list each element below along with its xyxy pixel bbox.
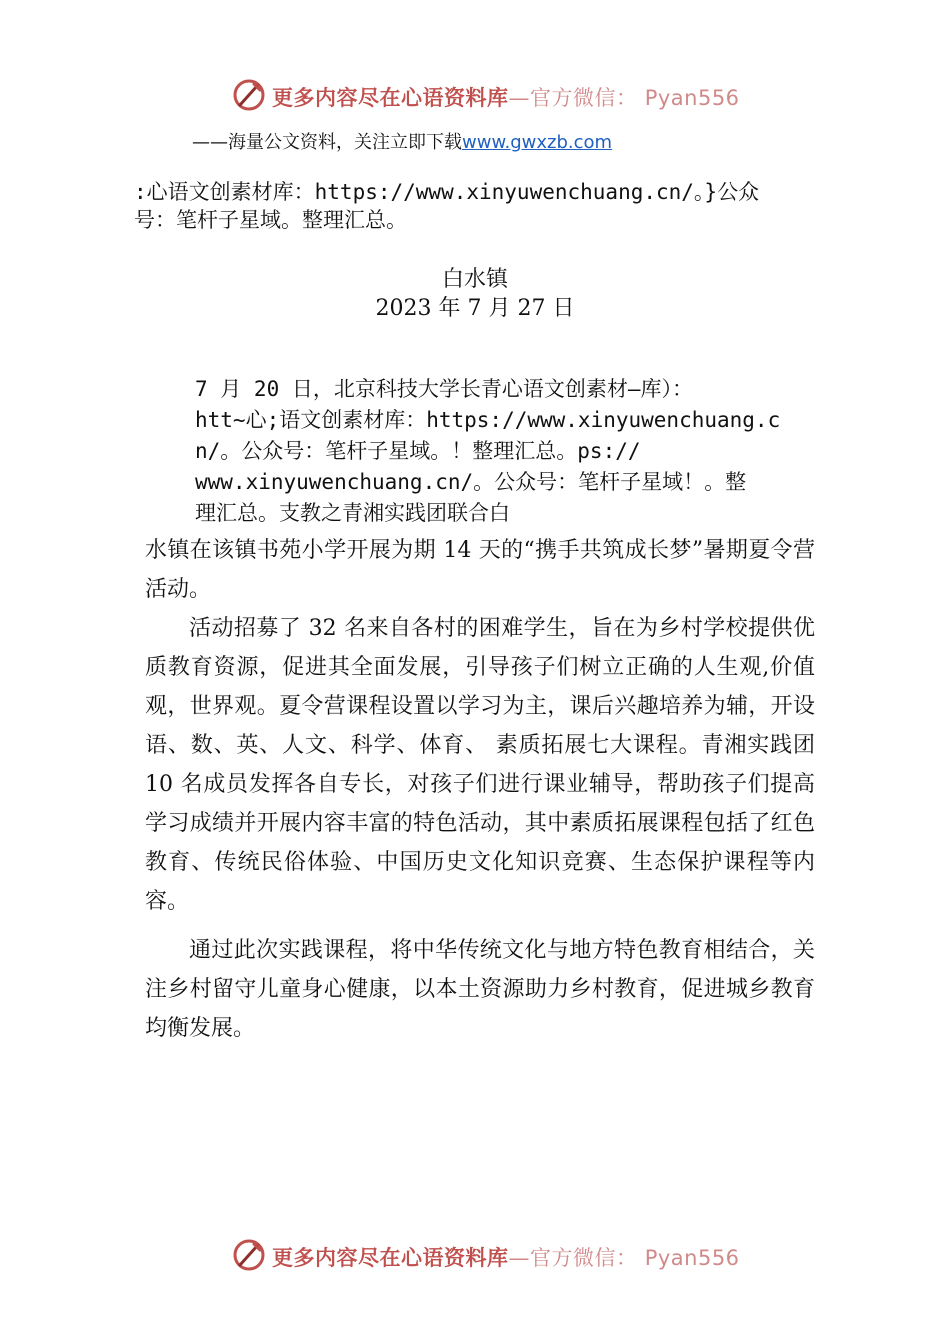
body-paragraph: 活动招募了 32 名来自各村的困难学生，旨在为乡村学校提供优质教育资源，促进其全面发展，引导孩子们树立正确的人生观,价值观，世界观。夏令营课程设置以学习为主，课后兴趣培养为辅，开设语、数、英、人文、科学、体育、 素质拓展七大课程。青湘实践团 10 名成员发挥各自专长，对孩子们进行课业辅导，帮助孩子们提高学习成绩并开展内容丰富的特色活动，其中素质拓展课程包括了红色教育、传统民俗体验、中国历史文化知识竞赛、生态保护课程等内容。 xyxy=(145,616,815,914)
source-note xyxy=(134,178,759,234)
header-banner xyxy=(0,74,950,124)
signature-date: 2023 年 7 月 27 日 xyxy=(375,296,575,321)
watermark-block xyxy=(195,374,780,529)
watermark-line: htt~心;语文创素材库：https://www.xinyuwenchuang.c xyxy=(195,408,781,432)
download-text: ——海量公文资料，关注立即下载 xyxy=(192,132,462,153)
download-line xyxy=(192,128,612,154)
banner-title: 更多内容尽在心语资料库 xyxy=(272,1246,509,1270)
watermark-line: www.xinyuwenchuang.cn/。公众号：笔杆子星域！。整 xyxy=(195,470,747,494)
banner-dash: — xyxy=(508,1246,530,1270)
banner-title: 更多内容尽在心语资料库 xyxy=(272,86,509,110)
download-link[interactable]: www.gwxzb.com xyxy=(462,132,613,153)
watermark-line: 7 月 20 日，北京科技大学长青心语文创素材—库）： xyxy=(195,377,693,401)
body-paragraph: 通过此次实践课程，将中华传统文化与地方特色教育相结合，关注乡村留守儿童身心健康，以本土资源助力乡村教育，促进城乡教育均衡发展。 xyxy=(145,938,815,1041)
banner-wechat: Pyan556 xyxy=(644,86,740,110)
pen-logo-icon xyxy=(232,1238,266,1272)
body-paragraph: 水镇在该镇书苑小学开展为期 14 天的“携手共筑成长梦”暑期夏令营活动。 xyxy=(145,538,815,602)
banner-wechat: Pyan556 xyxy=(644,1246,740,1270)
watermark-line: 理汇总。支教之青湘实践团联合白 xyxy=(195,501,510,525)
banner-suffix: 官方微信： xyxy=(530,1246,638,1270)
banner-suffix: 官方微信： xyxy=(530,86,638,110)
source-note-line: 号：笔杆子星域。整理汇总。 xyxy=(134,208,407,232)
watermark-line: n/。公众号：笔杆子星域。！整理汇总。ps:// xyxy=(195,439,641,463)
pen-logo-icon xyxy=(232,78,266,112)
banner-text xyxy=(272,1242,740,1272)
signature-org: 白水镇 xyxy=(441,267,508,292)
banner-text xyxy=(272,82,740,112)
source-note-line: :心语文创素材库：https://www.xinyuwenchuang.cn/。}公众 xyxy=(134,180,760,204)
banner-dash: — xyxy=(508,86,530,110)
footer-banner xyxy=(0,1234,950,1284)
